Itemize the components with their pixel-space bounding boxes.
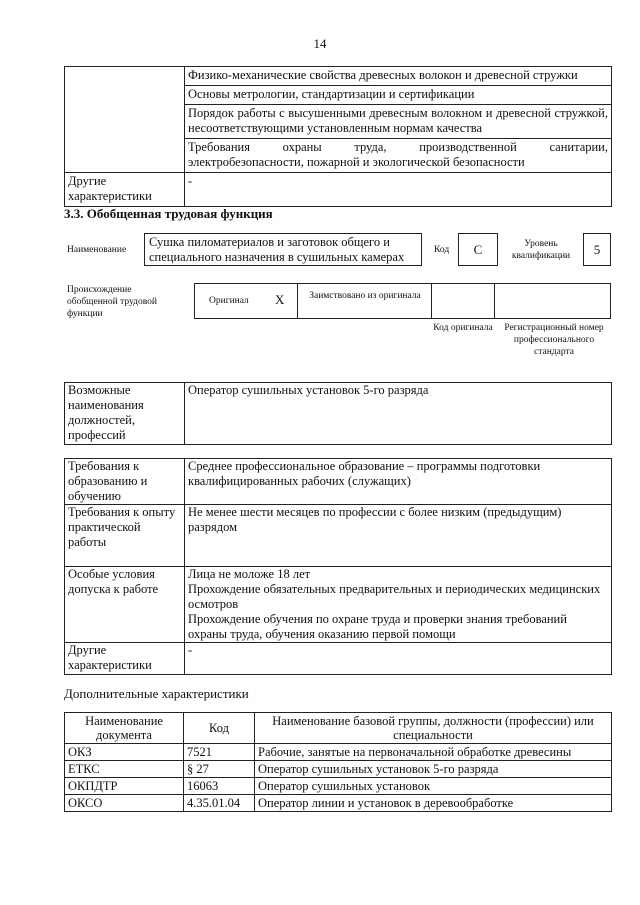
header-code: Код <box>184 713 255 744</box>
divider <box>297 284 298 318</box>
doc-cell: ОКСО <box>65 795 184 812</box>
education-label: Требования к образованию и обучению <box>65 459 185 505</box>
section-title: 3.3. Обобщенная трудовая функция <box>64 206 273 221</box>
admission-line: Прохождение обязательных предварительных и периодических медицинских осмотров <box>188 582 601 611</box>
origin-box <box>194 283 611 319</box>
table-row <box>65 643 612 675</box>
name-label: Наименование <box>67 245 127 255</box>
table-header-row <box>65 713 612 744</box>
original-label: Оригинал <box>209 296 249 306</box>
name-cell: Оператор линии и установок в деревообработке <box>255 795 612 812</box>
other-characteristics-label: Другие характеристики <box>65 643 185 675</box>
code-cell: 4.35.01.04 <box>184 795 255 812</box>
code-cell: 7521 <box>184 744 255 761</box>
registration-number-caption: Регистрационный номер профессионального стандарта <box>504 323 604 357</box>
doc-cell: ОКЗ <box>65 744 184 761</box>
name-cell: Оператор сушильных установок 5-го разряда <box>255 761 612 778</box>
requirements-table <box>64 458 612 675</box>
other-characteristics-value: - <box>185 643 612 675</box>
level-label: Уровень квалификации <box>511 239 571 261</box>
table-row <box>65 761 612 778</box>
code-label: Код <box>434 245 450 255</box>
table-row <box>65 67 612 86</box>
admission-value <box>185 567 612 643</box>
admission-line: Лица не моложе 18 лет <box>188 567 311 581</box>
original-mark: Х <box>275 292 285 307</box>
name-cell: Оператор сушильных установок <box>255 778 612 795</box>
additional-title: Дополнительные характеристики <box>64 686 249 701</box>
header-name: Наименование базовой группы, должности (профессии) или специальности <box>255 713 612 744</box>
doc-cell: ОКПДТР <box>65 778 184 795</box>
other-characteristics-value: - <box>185 173 612 207</box>
code-original-caption: Код оригинала <box>433 323 493 333</box>
table-row <box>65 795 612 812</box>
table-row <box>65 744 612 761</box>
table-row <box>65 778 612 795</box>
knowledge-table <box>64 66 612 207</box>
code-cell: § 27 <box>184 761 255 778</box>
doc-cell: ЕТКС <box>65 761 184 778</box>
level-value-box: 5 <box>583 233 611 266</box>
experience-value: Не менее шести месяцев по профессии с более низким (предыдущим) разрядом <box>185 505 612 567</box>
additional-table <box>64 712 612 812</box>
knowledge-item: Требования охраны труда, производственной санитарии, электробезопасности, пожарной и экологической безопасности <box>185 139 612 173</box>
other-characteristics-label: Другие характеристики <box>65 173 185 207</box>
code-cell: 16063 <box>184 778 255 795</box>
table-row <box>65 459 612 505</box>
knowledge-item: Физико-механические свойства древесных волокон и древесной стружки <box>185 67 612 86</box>
education-value: Среднее профессиональное образование – программы подготовки квалифицированных рабочих (служащих) <box>185 459 612 505</box>
table-row <box>65 383 612 445</box>
borrowed-label: Заимствовано из оригинала <box>309 291 421 301</box>
table-row <box>65 173 612 207</box>
knowledge-label-cell <box>65 67 185 173</box>
origin-label: Происхождение обобщенной трудовой функции <box>67 285 157 319</box>
positions-table <box>64 382 612 445</box>
function-name-box: Сушка пиломатериалов и заготовок общего и специального назначения в сушильных камерах <box>144 233 422 266</box>
experience-label: Требования к опыту практической работы <box>65 505 185 567</box>
admission-line: Прохождение обучения по охране труда и проверки знания требований охраны труда, обучения оказанию первой помощи <box>188 612 567 641</box>
name-cell: Рабочие, занятые на первоначальной обработке древесины <box>255 744 612 761</box>
knowledge-item: Основы метрологии, стандартизации и сертификации <box>185 86 612 105</box>
header-document: Наименование документа <box>65 713 184 744</box>
divider <box>431 284 432 318</box>
knowledge-item: Порядок работы с высушенными древесным волокном и древесной стружкой, несоответствующими установленным нормам качества <box>185 105 612 139</box>
positions-label: Возможные наименования должностей, профессий <box>65 383 185 445</box>
table-row <box>65 567 612 643</box>
page-number: 14 <box>313 36 327 51</box>
code-value-box: С <box>458 233 498 266</box>
admission-label: Особые условия допуска к работе <box>65 567 185 643</box>
positions-value: Оператор сушильных установок 5-го разряда <box>185 383 612 445</box>
table-row <box>65 505 612 567</box>
divider <box>494 284 495 318</box>
